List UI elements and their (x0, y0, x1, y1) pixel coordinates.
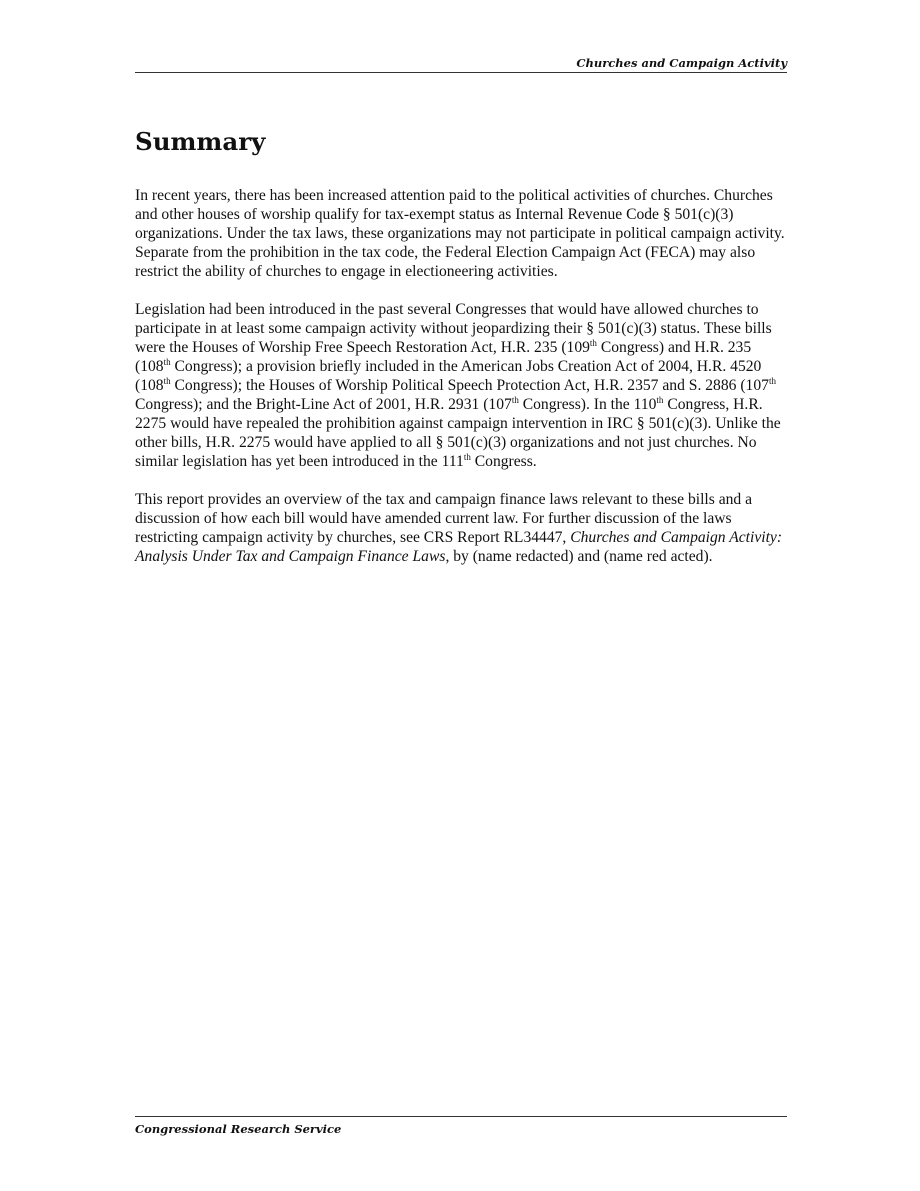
ordinal-suffix: th (656, 394, 664, 405)
report-title: Churches and Campaign Activity: Analysis Under Tax and Campaign Finance Laws (135, 529, 783, 565)
p2-text: Congress); and the Bright-Line Act of 2001, H.R. 2931 (107 (135, 396, 512, 413)
p2-text: Congress). In the 110 (518, 396, 657, 413)
ordinal-suffix: th (589, 337, 597, 348)
p2-text: Congress. (470, 453, 537, 470)
ordinal-suffix: th (163, 356, 171, 367)
p2-text: Legislation had been introduced in the past several Congresses that would have allowed churches to participate in at least some campaign activity without jeopardizing their § 501(c)(3) status. These bills were the Houses of Worship Free Speech Restoration Act, H.R. 235 (109 (135, 301, 772, 356)
p2-text: Congress); a provision briefly included in the American Jobs Creation Act of 2004, H.R. 4520 (108 (135, 358, 762, 394)
ordinal-suffix: th (463, 451, 471, 462)
summary-paragraph-1: In recent years, there has been increased attention paid to the political activities of churches. Churches and other houses of worship qualify for tax-exempt status as Internal Revenue Code § 501(c)(3) organizations. Under the tax laws, these organizations may not participate in political campaign activity. Separate from the prohibition in the tax code, the Federal Election Campaign Act (FECA) may also restrict the ability of churches to engage in electioneering activities. (135, 187, 785, 280)
p3-text: This report provides an overview of the tax and campaign finance laws relevant to these bills and a discussion of how each bill would have amended current law. For further discussion of the laws restricting campaign activity by churches, see CRS Report RL34447, (135, 491, 753, 546)
summary-paragraph-3 (135, 490, 787, 566)
p2-text: Congress, H.R. 2275 would have repealed the prohibition against campaign intervention in IRC § 501(c)(3). Unlike the other bills, H.R. 2275 would have applied to all § 501(c)(3) organizations and not just churches. No similar legislation has yet been introduced in the 111 (135, 396, 781, 470)
page-content (135, 122, 787, 585)
running-header: Churches and Campaign Activity (135, 55, 787, 73)
p2-text: Congress) and H.R. 235 (108 (135, 339, 752, 375)
p3-text: , by (name redacted) and (name red acted). (445, 548, 713, 565)
p2-text: Congress); the Houses of Worship Political Speech Protection Act, H.R. 2357 and S. 2886 (107 (170, 377, 769, 394)
ordinal-suffix: th (768, 375, 776, 386)
running-footer: Congressional Research Service (135, 1116, 787, 1138)
ordinal-suffix: th (511, 394, 519, 405)
ordinal-suffix: th (163, 375, 171, 386)
page-title: Summary (135, 127, 266, 156)
summary-paragraph-2 (135, 300, 787, 471)
